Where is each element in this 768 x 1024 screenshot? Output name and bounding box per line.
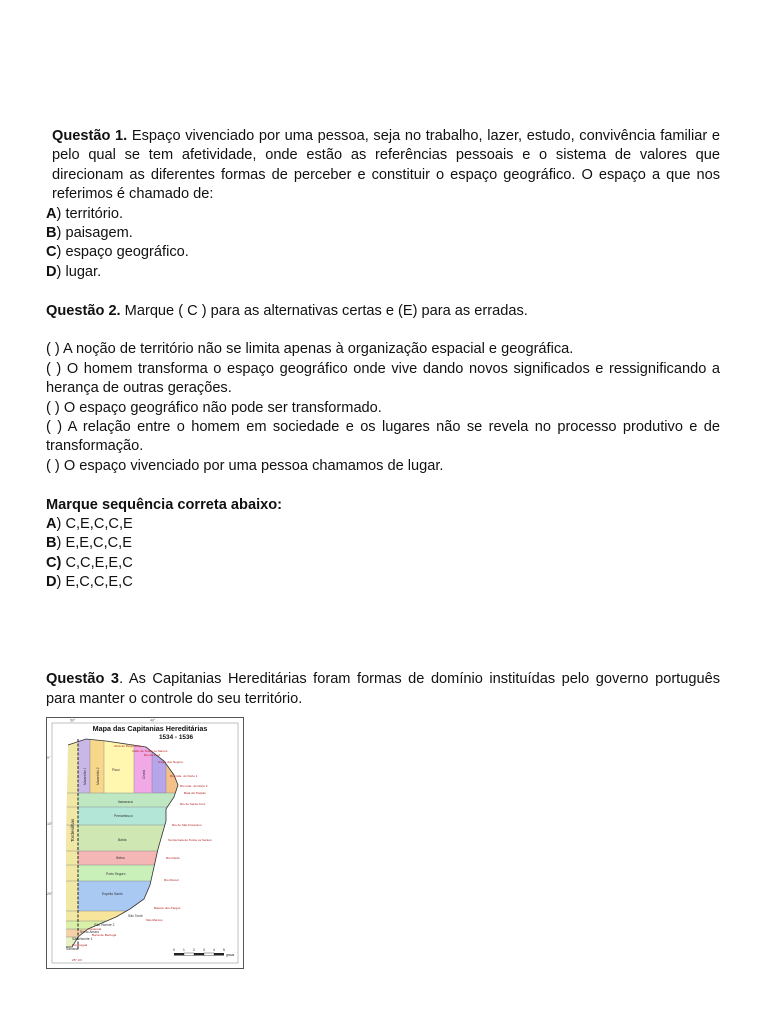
q1-option-d: D) lugar. <box>46 263 102 280</box>
place-label-13: Baixios dos Pargos <box>154 906 181 911</box>
lat-tick-20: 20° <box>47 892 53 897</box>
place-label-3: Rio da Cruz <box>144 753 161 758</box>
q2-item-1: ( ) A noção de território não se limita apenas à organização espacial e geográfica. <box>46 341 574 358</box>
capitania-label-pernambuco: Pernambuco <box>114 814 133 819</box>
q2-option-b: B) E,E,C,C,E <box>46 535 132 552</box>
place-label-18: 28° 1/3 <box>72 958 82 963</box>
place-label-15: Barra de Bertioga <box>92 933 117 938</box>
capitania-label-espirito-santo: Espírito Santo <box>102 892 123 897</box>
place-label-12: Rio Mucuri <box>164 878 179 883</box>
question-1-text <box>46 127 720 205</box>
q2-option-c: C) C,C,E,E,C <box>46 554 133 571</box>
capitania-label-sao-vicente-2: São Vicente 2 <box>94 923 115 928</box>
capitania-label-ilheus: Ilhéus <box>116 856 125 861</box>
document-page <box>46 127 720 969</box>
question-1-statement: Espaço vivenciado por uma pessoa, seja no trabalho, lazer, estudo, convivência familiar e pelo qual se tem afetividade, onde estão as referências pessoais e o sistema de valores que direcionam as diferentes formas de perceber e constituir o espaço geográfico. O espaço a que nos referimos é chamado de: <box>52 128 721 203</box>
capitania-label-sao-vicente-1: São Vicente 1 <box>72 937 93 942</box>
place-label-14: São Marcos <box>146 918 163 923</box>
capitanias-map <box>46 717 244 969</box>
place-label-5: Rio Gde. do Norte 1 <box>170 774 198 779</box>
place-label-11: Rio Pardo <box>166 856 180 861</box>
place-label-8: Rio de Santa Cruz <box>180 802 206 807</box>
scale-tick-5: 5 <box>223 948 225 953</box>
question-2-label: Questão 2. <box>46 302 121 319</box>
lat-tick-10: 10° <box>47 822 53 827</box>
place-label-17: Paranaguá <box>72 943 88 948</box>
place-label-10: Sul da baía de Todos os Santos <box>168 838 212 843</box>
capitania-label-santo-amaro: Santo Amaro <box>80 930 100 935</box>
scale-tick-4: 4 <box>213 948 215 953</box>
question-2-statement: Marque ( C ) para as alternativas certas e (E) para as erradas. <box>120 302 528 319</box>
question-3-text <box>46 670 720 709</box>
place-label-1: Abra de Diogo Leite <box>114 744 142 749</box>
scale-tick-0: 0 <box>173 948 175 953</box>
q2-item-2: ( ) O homem transforma o espaço geográfico onde vive dando novos significados e ressignificando a herança de outras gerações. <box>46 360 720 397</box>
q1-option-c: C) espaço geográfico. <box>46 244 189 261</box>
scale-tick-2: 2 <box>193 948 195 953</box>
capitania-label-itamaraca: Itamaracá <box>118 800 133 805</box>
place-label-16: Cananéia <box>88 927 102 932</box>
q2-item-3: ( ) O espaço geográfico não pode ser transformado. <box>46 399 382 416</box>
tordesilhas-label: Tordesilhas <box>70 818 75 843</box>
place-label-6: Rio Gde. do Norte 2 <box>180 784 208 789</box>
scale-tick-1: 1 <box>183 948 185 953</box>
scale-tick-3: 3 <box>203 948 205 953</box>
place-label-2: Cabo de Todos os Santos <box>132 749 168 754</box>
q2-sequence-heading: Marque sequência correta abaixo: <box>46 496 283 513</box>
q2-item-5: ( ) O espaço vivenciado por uma pessoa chamamos de lugar. <box>46 457 444 474</box>
capitania-label-piaui: Piauí <box>112 768 120 773</box>
question-3-statement: . As Capitanias Hereditárias foram formas de domínio instituídas pelo governo português para manter o controle do seu território. <box>46 671 720 707</box>
map-years: 1534 - 1536 <box>158 734 194 742</box>
question-3-label: Questão 3 <box>46 671 120 688</box>
place-label-9: Rio de São Francisco <box>172 823 202 828</box>
lon-tick-40: 40° <box>150 718 156 723</box>
place-label-4: Angra dos Negros <box>158 760 183 765</box>
capitania-label-maranhao-2: Maranhão 2 <box>96 767 100 786</box>
q1-option-b: B) paisagem. <box>46 225 133 242</box>
capitania-label-sao-tome: São Tomé <box>128 914 143 919</box>
q2-option-d: D) E,C,C,E,C <box>46 574 133 591</box>
place-label-7: Baía da Traição <box>184 791 206 796</box>
q2-option-a: A) C,E,C,C,E <box>46 516 133 533</box>
capitania-label-porto-seguro: Porto Seguro <box>106 872 126 877</box>
question-1-label: Questão 1. <box>52 128 128 144</box>
map-title: Mapa das Capitanias Hereditárias <box>92 724 208 734</box>
question-2-text <box>46 302 720 321</box>
q2-item-4: ( ) A relação entre o homem em sociedade e os lugares não se revela no processo produtivo e de transformação. <box>46 419 720 455</box>
scale-unit: graus <box>226 953 235 958</box>
capitania-label-ceara: Ceará <box>142 770 146 780</box>
capitania-label-santana: Santana <box>66 947 79 952</box>
capitania-label-maranhao-1: Maranhão 1 <box>83 767 87 786</box>
q1-option-a: A) território. <box>46 205 124 222</box>
capitania-label-bahia: Bahia <box>118 838 127 843</box>
lon-tick-50: 50° <box>70 718 76 723</box>
lat-tick-0: 0° <box>47 756 51 761</box>
